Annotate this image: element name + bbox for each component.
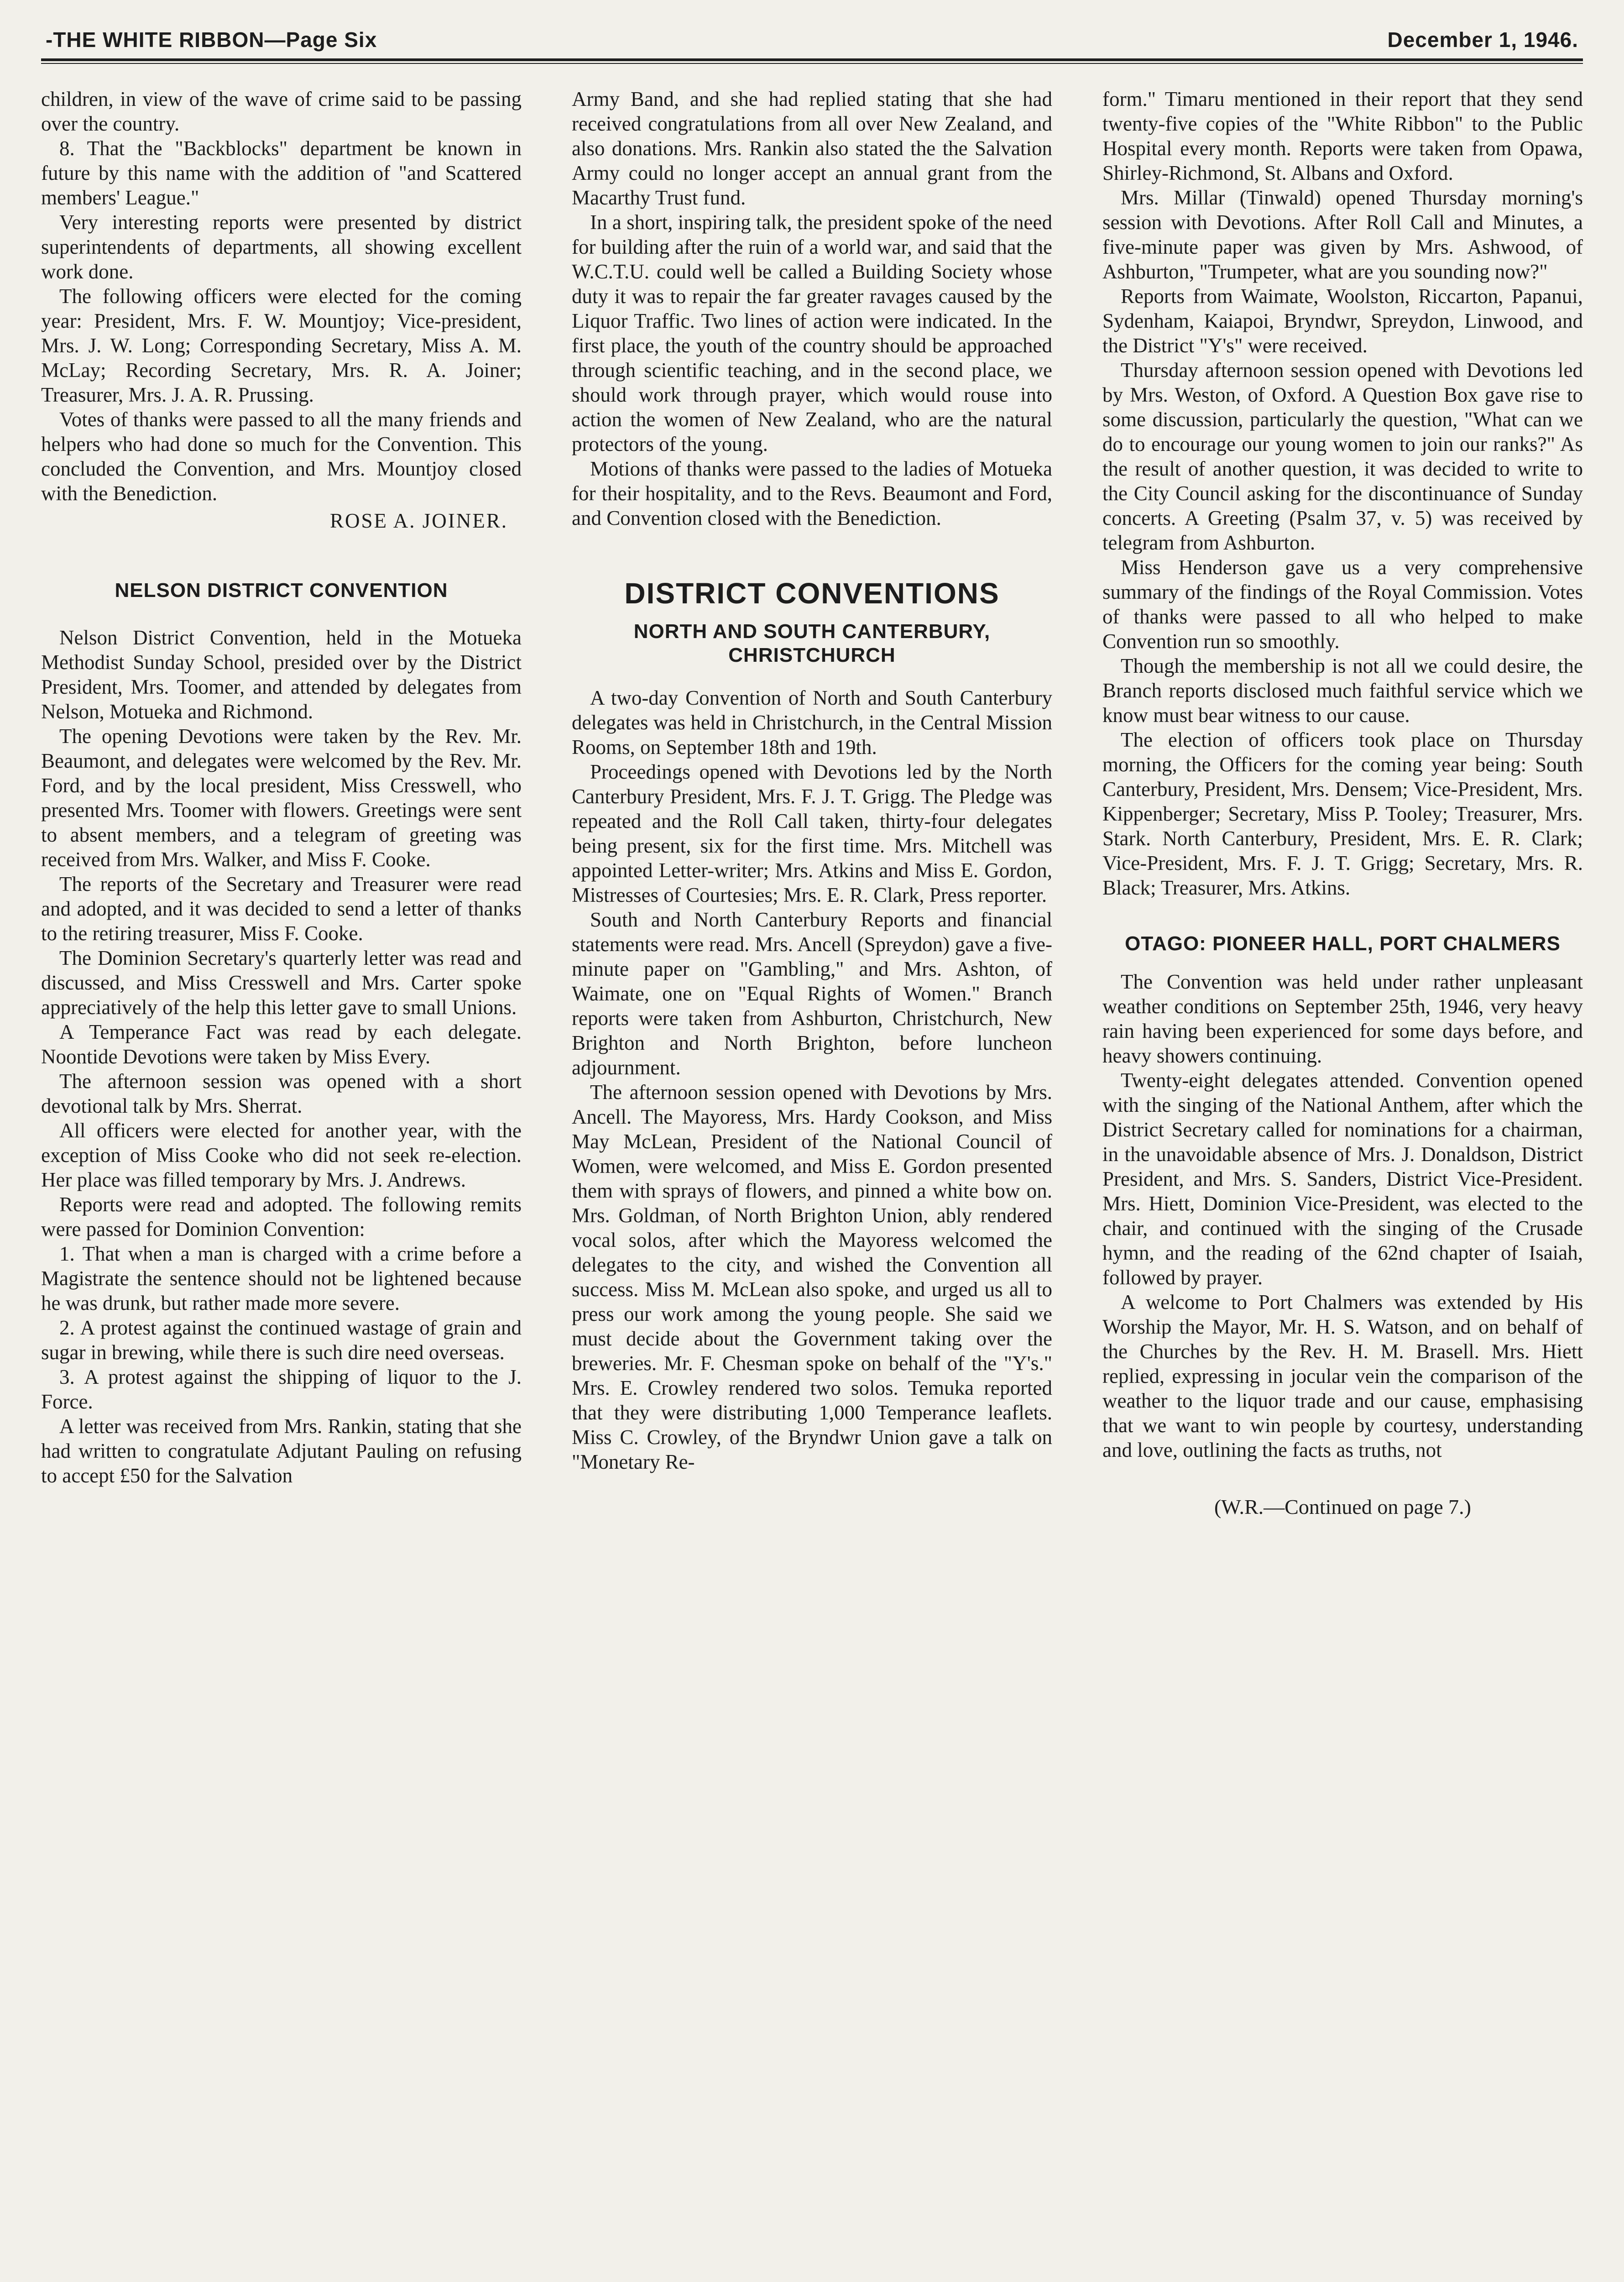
paragraph: South and North Canterbury Reports and financial statements were read. Mrs. Ancell (Spreydon) gave a five-minute paper on "Gambling," and Mrs. Ashton, of Waimate, one on "Equal Rights of Women." Branch reports were taken from Ashburton, Christchurch, New Brighton and North Brighton, before luncheon adjournment. xyxy=(572,908,1052,1079)
column-3 xyxy=(1102,87,1583,1520)
paragraph: A two-day Convention of North and South Canterbury delegates was held in Christchurch, in the Central Mission Rooms, on September 18th and 19th. xyxy=(572,686,1052,759)
paragraph: Reports from Waimate, Woolston, Riccarton, Papanui, Sydenham, Kaiapoi, Bryndwr, Spreydon, Linwood, and the District "Y's" were received. xyxy=(1102,285,1583,357)
paragraph: Votes of thanks were passed to all the many friends and helpers who had done so much for the Convention. This concluded the Convention, and Mrs. Mountjoy closed with the Benediction. xyxy=(41,408,522,505)
paragraph: The afternoon session was opened with a short devotional talk by Mrs. Sherrat. xyxy=(41,1070,522,1117)
column-1 xyxy=(41,87,522,1520)
paragraph: form." Timaru mentioned in their report that they send twenty-five copies of the "White Ribbon" to the Public Hospital every month. Reports were taken from Opawa, Shirley-Richmond, St. Albans and Oxford. xyxy=(1102,88,1583,184)
paragraph: Very interesting reports were presented by district superintendents of departments, all showing excellent work done. xyxy=(41,211,522,283)
paragraph: Reports were read and adopted. The following remits were passed for Dominion Convention: xyxy=(41,1193,522,1240)
masthead-rule xyxy=(41,58,1583,61)
paragraph: The election of officers took place on Thursday morning, the Officers for the coming year being: South Canterbury, President, Mrs. Densem; Vice-President, Mrs. Kippenberger; Secretary, Miss P. Tooley; Treasurer, Mrs. Stark. North Canterbury, President, Mrs. E. R. Clark; Vice-President, Mrs. F. J. T. Grigg; Secretary, Mrs. R. Black; Treasurer, Mrs. Atkins. xyxy=(1102,728,1583,899)
signature: ROSE A. JOINER. xyxy=(329,509,508,532)
paragraph: Though the membership is not all we could desire, the Branch reports disclosed much faithful service which we know must bear witness to our cause. xyxy=(1102,654,1583,727)
paragraph: Mrs. Millar (Tinwald) opened Thursday morning's session with Devotions. After Roll Call and Minutes, a five-minute paper was given by Mrs. Ashwood, of Ashburton, "Trumpeter, what are you sounding now?" xyxy=(1102,186,1583,283)
paragraph: 1. That when a man is charged with a crime before a Magistrate the sentence should not be lightened because he was drunk, but rather made more severe. xyxy=(41,1242,522,1314)
paragraph: children, in view of the wave of crime said to be passing over the country. xyxy=(41,88,522,135)
paragraph: In a short, inspiring talk, the president spoke of the need for building after the ruin of a world war, and said that the W.C.T.U. could well be called a Building Society whose duty it was to repair the far greater ravages caused by the Liquor Traffic. Two lines of action were indicated. In the first place, the youth of the country should be approached through scientific teaching, and in the second place, we should work through prayer, which would rouse into action the women of New Zealand, who are the natural protectors of the young. xyxy=(572,211,1052,455)
masthead-date: December 1, 1946. xyxy=(1387,28,1578,52)
masthead xyxy=(41,27,1583,58)
paragraph: A letter was received from Mrs. Rankin, stating that she had written to congratulate Adjutant Pauling on refusing to accept £50 for the Salvation xyxy=(41,1415,522,1487)
paragraph: Army Band, and she had replied stating that she had received congratulations from all over New Zealand, and also donations. Mrs. Rankin also stated the the Salvation Army could no longer accept an annual grant from the Macarthy Trust fund. xyxy=(572,88,1052,209)
paragraph: 2. A protest against the continued wastage of grain and sugar in brewing, while there is such dire need overseas. xyxy=(41,1316,522,1364)
paragraph: 3. A protest against the shipping of liquor to the J. Force. xyxy=(41,1366,522,1413)
paragraph: The afternoon session opened with Devotions by Mrs. Ancell. The Mayoress, Mrs. Hardy Cookson, and Miss May McLean, President of the National Council of Women, were welcomed, and Miss E. Gordon presented them with sprays of flowers, and pinned a white bow on. Mrs. Goldman, of North Brighton Union, ably rendered vocal solos, after which the Mayoress welcomed the delegates to the city, and wished the Convention all success. Miss M. McLean also spoke, and urged us all to press our work among the young people. She said we must decide about the Government taking over the breweries. Mr. F. Chesman spoke on behalf of the "Y's." Mrs. E. Crowley rendered two solos. Temuka reported that they were distributing 1,000 Temperance leaflets. Miss C. Crowley, of the Bryndwr Union gave a talk on "Monetary Re- xyxy=(572,1081,1052,1473)
paragraph: Proceedings opened with Devotions led by the North Canterbury President, Mrs. F. J. T. Grigg. The Pledge was repeated and the Roll Call taken, thirty-four delegates being present, six for the first time. Mrs. Mitchell was appointed Letter-writer; Mrs. Atkins and Miss E. Gordon, Mistresses of Courtesies; Mrs. E. R. Clark, Press reporter. xyxy=(572,760,1052,906)
paragraph: The following officers were elected for the coming year: President, Mrs. F. W. Mountjoy; Vice-president, Mrs. J. W. Long; Corresponding Secretary, Miss A. M. McLay; Recording Secretary, Mrs. R. A. Joiner; Treasurer, Mrs. J. A. R. Prussing. xyxy=(41,285,522,406)
paragraph: Thursday afternoon session opened with Devotions led by Mrs. Weston, of Oxford. A Question Box gave rise to some discussion, particularly the question, "What can we do to encourage our young women to join our ranks?" As the result of another question, it was decided to write to the City Council asking for the discontinuance of Sunday concerts. A Greeting (Psalm 37, v. 5) was received by telegram from Ashburton. xyxy=(1102,359,1583,554)
district-conventions-heading: DISTRICT CONVENTIONS xyxy=(624,577,1000,610)
paragraph: A Temperance Fact was read by each delegate. Noontide Devotions were taken by Miss Every. xyxy=(41,1021,522,1068)
paragraph: The Dominion Secretary's quarterly letter was read and discussed, and Miss Cresswell and Mrs. Carter spoke appreciatively of the help this letter gave to small Unions. xyxy=(41,947,522,1019)
paragraph: All officers were elected for another year, with the exception of Miss Cooke who did not seek re-election. Her place was filled temporary by Mrs. J. Andrews. xyxy=(41,1119,522,1191)
paragraph: 8. That the "Backblocks" department be known in future by this name with the addition of "and Scattered members' League." xyxy=(41,137,522,209)
continued-note: (W.R.—Continued on page 7.) xyxy=(1214,1495,1471,1518)
paragraph: Motions of thanks were passed to the ladies of Motueka for their hospitality, and to the Revs. Beaumont and Ford, and Convention closed with the Benediction. xyxy=(572,457,1052,529)
paragraph: The opening Devotions were taken by the Rev. Mr. Beaumont, and delegates were welcomed by the Rev. Mr. Ford, and by the local president, Miss Cresswell, who presented Mrs. Toomer with flowers. Greetings were sent to absent members, and a telegram of greeting was received from Mrs. Walker, and Miss F. Cooke. xyxy=(41,725,522,871)
canterbury-heading: NORTH AND SOUTH CANTERBURY, CHRISTCHURCH xyxy=(633,620,991,666)
nelson-heading: NELSON DISTRICT CONVENTION xyxy=(115,579,448,602)
otago-heading: OTAGO: PIONEER HALL, PORT CHALMERS xyxy=(1125,932,1561,955)
paragraph: The reports of the Secretary and Treasurer were read and adopted, and it was decided to send a letter of thanks to the retiring treasurer, Miss F. Cooke. xyxy=(41,873,522,945)
paragraph: Miss Henderson gave us a very comprehensive summary of the findings of the Royal Commission. Votes of thanks were passed to all who helped to make Convention run so smoothly. xyxy=(1102,556,1583,653)
paragraph: The Convention was held under rather unpleasant weather conditions on September 25th, 1946, very heavy rain having been experienced for some days before, and heavy showers continuing. xyxy=(1102,970,1583,1067)
masthead-rule-thin xyxy=(41,63,1583,64)
paragraph: Twenty-eight delegates attended. Convention opened with the singing of the National Anthem, after which the District Secretary called for nominations for a chairman, in the unavoidable absence of Mrs. J. Donaldson, District President, and Mrs. S. Sanders, District Vice-President. Mrs. Hiett, Dominion Vice-President, was elected to the chair, and continued with the singing of the Crusade hymn, and the reading of the 62nd chapter of Isaiah, followed by prayer. xyxy=(1102,1069,1583,1289)
paragraph: Nelson District Convention, held in the Motueka Methodist Sunday School, presided over by the District President, Mrs. Toomer, and attended by delegates from Nelson, Motueka and Richmond. xyxy=(41,626,522,723)
column-2 xyxy=(572,87,1052,1520)
article-columns xyxy=(41,87,1583,1520)
paragraph: A welcome to Port Chalmers was extended by His Worship the Mayor, Mr. H. S. Watson, and on behalf of the Churches by the Rev. H. M. Brasell. Mrs. Hiett replied, expressing in jocular vein the comparison of the weather to the liquor trade and our cause, emphasising that we want to win people by courtesy, understanding and love, outlining the facts as truths, not xyxy=(1102,1291,1583,1461)
masthead-title: -THE WHITE RIBBON—Page Six xyxy=(46,28,377,52)
